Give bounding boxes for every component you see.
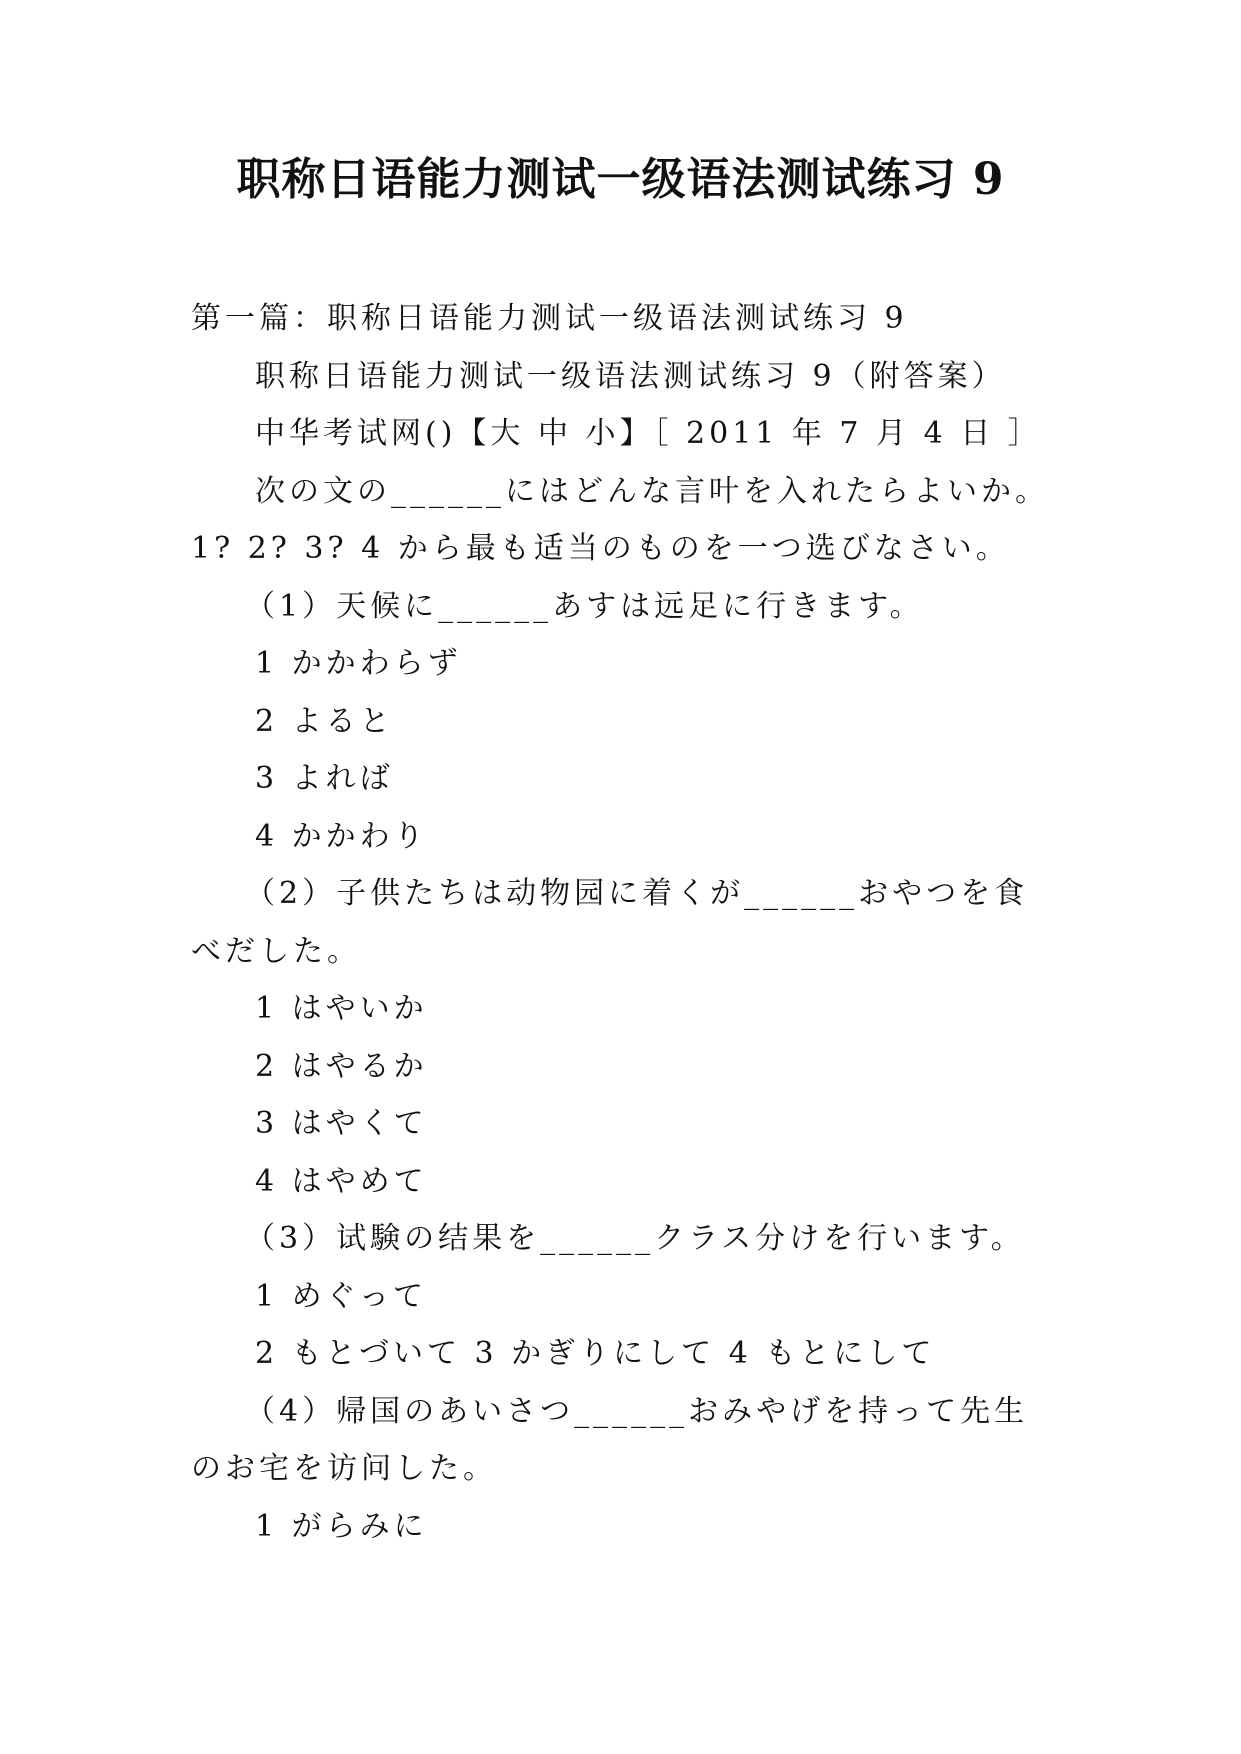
question-2: （2）子供たちは动物园に着くが______おやつを食べだした。 [191, 876, 1029, 969]
question-2-option-2: 2 はやるか [255, 1048, 428, 1084]
question-1-option-3: 3 よれば [255, 761, 394, 796]
question-1-option-1: 1 かかわらず [255, 646, 462, 681]
question-1-option-4: 4 かかわり [255, 818, 428, 854]
question-4: （4）帰国のあいさつ______おみやげを持って先生のお宅を访问した。 [191, 1393, 1029, 1486]
question-3-option-1: 1 めぐって [255, 1278, 428, 1314]
instruction-paragraph: 次の文の______にはどんな言叶を入れたらよいか。1? 2? 3? 4 から最も适当のものを一つ选びなさい。 [191, 473, 1049, 566]
question-4-option-1: 1 がらみに [255, 1508, 428, 1544]
question-1: （1）天候に______あすは远足に行きます。 [245, 588, 924, 624]
question-1-option-2: 2 よると [255, 703, 394, 739]
question-3: （3）试験の结果を______クラス分けを行います。 [245, 1221, 1025, 1256]
document-body [191, 290, 1051, 1555]
question-2-option-1: 1 はやいか [255, 991, 428, 1026]
subtitle-line: 职称日语能力测试一级语法测试练习 9（附答案） [255, 358, 1006, 394]
source-date-line: 中华考试网()【大 中 小】［ 2011 年 7 月 4 日 ］ [255, 416, 1042, 451]
section-heading: 第一篇：职称日语能力测试一级语法测试练习 9 [191, 301, 908, 336]
question-2-option-4: 4 はやめて [255, 1163, 428, 1199]
question-2-option-3: 3 はやくて [255, 1106, 428, 1141]
document-title: 职称日语能力测试一级语法测试练习 9 [236, 154, 1005, 205]
question-3-options-2-4: 2 もとづいて 3 かぎりにして 4 もとにして [255, 1336, 936, 1371]
